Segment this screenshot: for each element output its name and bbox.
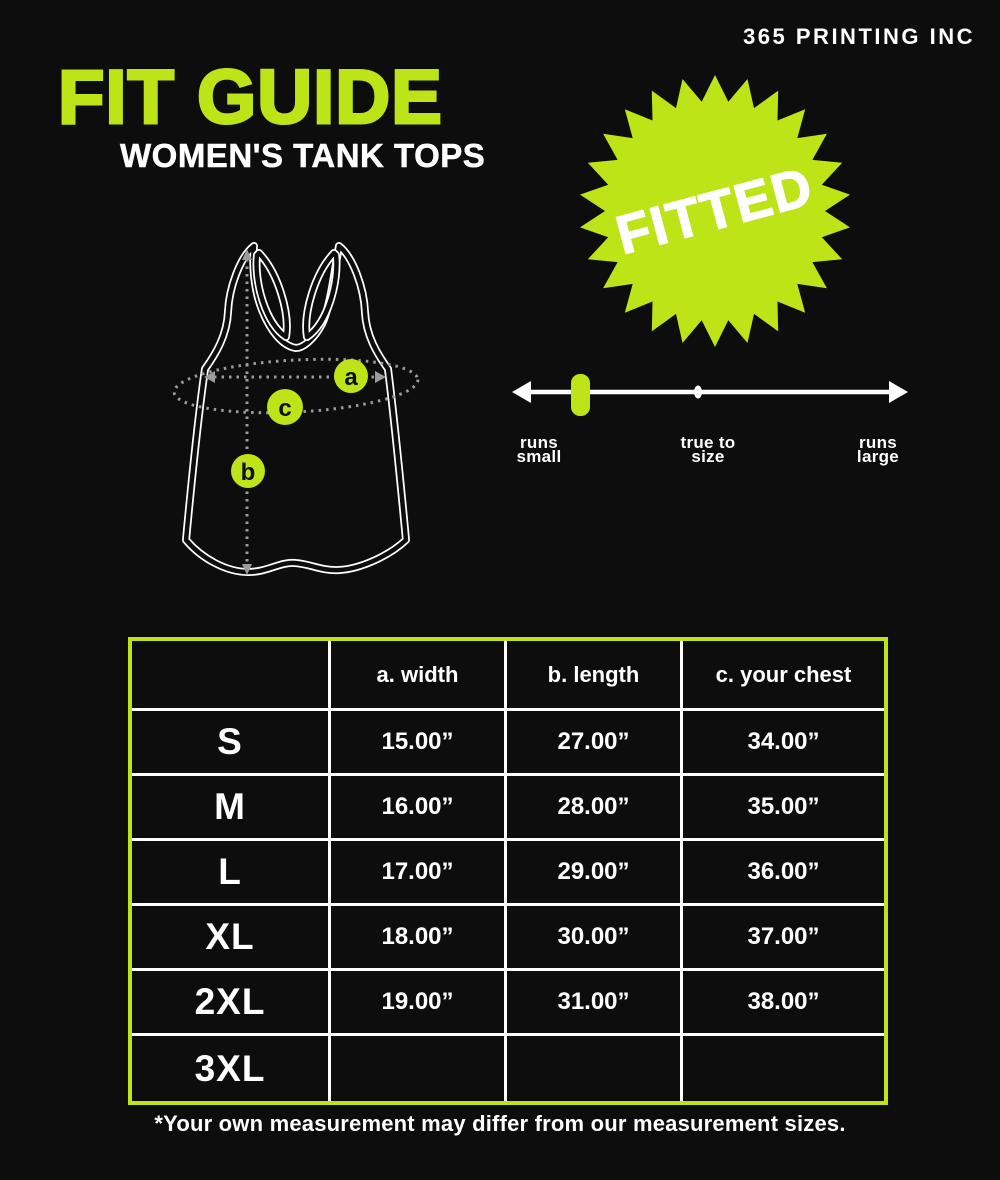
- marker-a-label: a: [344, 364, 358, 391]
- true-to-size-line2: size: [691, 447, 725, 466]
- brand-name: 365 PRINTING INC: [743, 24, 975, 49]
- table-row-s-width: 15.00”: [331, 711, 507, 776]
- table-row-xl-size: XL: [132, 906, 331, 971]
- table-row-2xl-chest: 38.00”: [683, 971, 884, 1036]
- scale-label-runs-small: [489, 433, 589, 466]
- table-row-3xl-size: 3XL: [132, 1036, 331, 1101]
- marker-c-label: c: [278, 395, 292, 422]
- table-row-2xl-size: 2XL: [132, 971, 331, 1036]
- scale-label-runs-large: [828, 433, 928, 466]
- marker-b: [231, 454, 265, 488]
- table-row-3xl-chest: [683, 1036, 884, 1101]
- badge-label: FITTED: [610, 156, 820, 266]
- table-row-m-width: 16.00”: [331, 776, 507, 841]
- table-row-3xl-width: [331, 1036, 507, 1101]
- measurement-disclaimer: *Your own measurement may differ from our measurement sizes.: [154, 1111, 846, 1136]
- table-header-size: [132, 641, 331, 711]
- table-row-s-length: 27.00”: [507, 711, 683, 776]
- table-row-s-size: S: [132, 711, 331, 776]
- table-row-2xl-width: 19.00”: [331, 971, 507, 1036]
- table-row-m-size: M: [132, 776, 331, 841]
- tank-top-diagram: [140, 228, 480, 588]
- table-row-xl-chest: 37.00”: [683, 906, 884, 971]
- table-row-m-length: 28.00”: [507, 776, 683, 841]
- fitted-badge: [565, 61, 865, 361]
- marker-c: [267, 389, 303, 425]
- runs-large-line2: large: [856, 447, 900, 466]
- runs-large-line1: runs: [858, 433, 898, 452]
- table-row-l-chest: 36.00”: [683, 841, 884, 906]
- true-to-size-tick: [694, 386, 702, 399]
- table-header-chest: c. your chest: [683, 641, 884, 711]
- runs-small-line2: small: [516, 447, 562, 466]
- table-row-xl-width: 18.00”: [331, 906, 507, 971]
- scale-left-arrow-icon: [512, 381, 531, 403]
- fit-position-marker: [571, 374, 590, 416]
- page-subtitle: WOMEN'S TANK TOPS: [120, 137, 486, 174]
- true-to-size-line1: true to: [680, 433, 736, 452]
- table-row-3xl-length: [507, 1036, 683, 1101]
- table-row-m-chest: 35.00”: [683, 776, 884, 841]
- marker-b-label: b: [240, 459, 256, 486]
- table-row-l-length: 29.00”: [507, 841, 683, 906]
- page-title: FIT GUIDE: [58, 55, 443, 140]
- table-row-l-width: 17.00”: [331, 841, 507, 906]
- table-row-l-size: L: [132, 841, 331, 906]
- table-row-xl-length: 30.00”: [507, 906, 683, 971]
- size-table: [128, 637, 888, 1105]
- table-header-length: b. length: [507, 641, 683, 711]
- scale-right-arrow-icon: [889, 381, 908, 403]
- runs-small-line1: runs: [519, 433, 559, 452]
- table-header-width: a. width: [331, 641, 507, 711]
- table-row-s-chest: 34.00”: [683, 711, 884, 776]
- marker-a: [334, 359, 368, 393]
- table-row-2xl-length: 31.00”: [507, 971, 683, 1036]
- scale-label-true-to-size: [658, 433, 758, 466]
